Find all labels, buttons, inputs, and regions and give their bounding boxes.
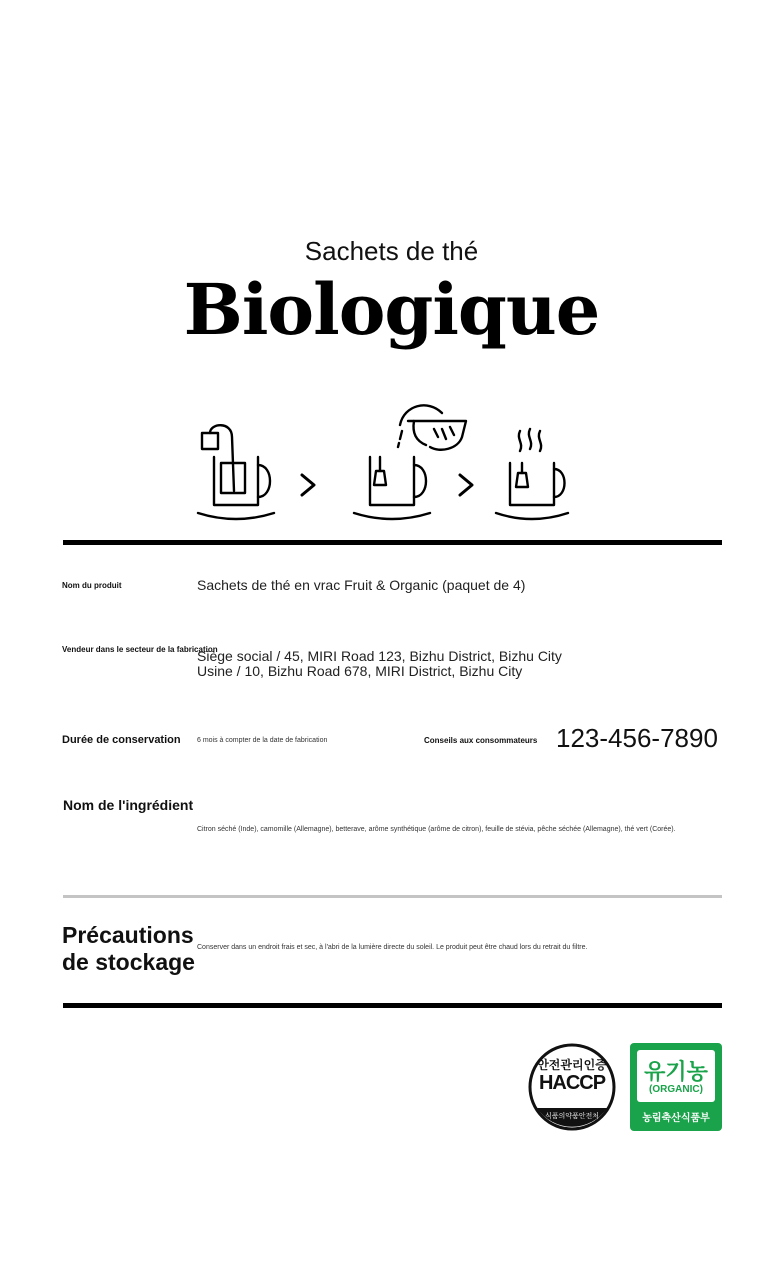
arrow-right-icon [302, 475, 314, 495]
haccp-badge [527, 1042, 617, 1132]
product-title: Biologique [183, 268, 600, 351]
organic-badge [630, 1043, 722, 1131]
vendor-label: Vendeur dans le secteur de la fabrication [62, 645, 218, 654]
vendor-address-line1: Siège social / 45, MIRI Road 123, Bizhu District, Bizhu City [197, 648, 562, 664]
arrow-right-icon [460, 475, 472, 495]
product-subtitle: Sachets de thé [304, 236, 479, 266]
storage-label [62, 922, 195, 976]
organic-sub-text: (ORGANIC) [649, 1084, 703, 1095]
shelf-life-label: Durée de conservation [62, 734, 181, 746]
storage-label-line2: de stockage [62, 949, 195, 975]
divider-bottom [63, 1003, 722, 1008]
haccp-main-text: HACCP [538, 1072, 606, 1094]
divider-middle [63, 895, 722, 898]
pour-water-icon [354, 405, 466, 519]
consumer-phone: 123-456-7890 [556, 723, 718, 753]
ingredients-label: Nom de l'ingrédient [63, 797, 194, 813]
organic-bottom-text: 농림축산식품부 [642, 1113, 710, 1124]
vendor-address-line2: Usine / 10, Bizhu Road 678, MIRI District, Bizhu City [197, 663, 523, 679]
organic-main-text: 유기농 [644, 1060, 708, 1085]
storage-value: Conserver dans un endroit frais et sec, à l'abri de la lumière directe du soleil. Le produit peut être chaud lors du retrait du filtre. [197, 944, 588, 951]
divider-top [63, 540, 722, 545]
ingredients-value: Citron séché (Inde), camomille (Allemagne), betterave, arôme synthétique (arôme de citron), feuille de stévia, pêche séchée (Allemagne), thé vert (Corée). [197, 826, 676, 833]
steaming-tea-icon [496, 429, 568, 519]
haccp-top-text: 안전관리인증 [537, 1058, 607, 1072]
haccp-bottom-text: 식품의약품안전처 [544, 1112, 600, 1120]
preparation-steps [190, 385, 590, 525]
product-name-value: Sachets de thé en vrac Fruit & Organic (paquet de 4) [197, 577, 526, 593]
product-name-label: Nom du produit [62, 581, 122, 590]
tea-bag-mug-icon [198, 425, 274, 519]
storage-label-line1: Précautions [62, 922, 194, 948]
consumer-advice-label: Conseils aux consommateurs [424, 736, 538, 745]
shelf-life-value: 6 mois à compter de la date de fabrication [197, 737, 328, 744]
